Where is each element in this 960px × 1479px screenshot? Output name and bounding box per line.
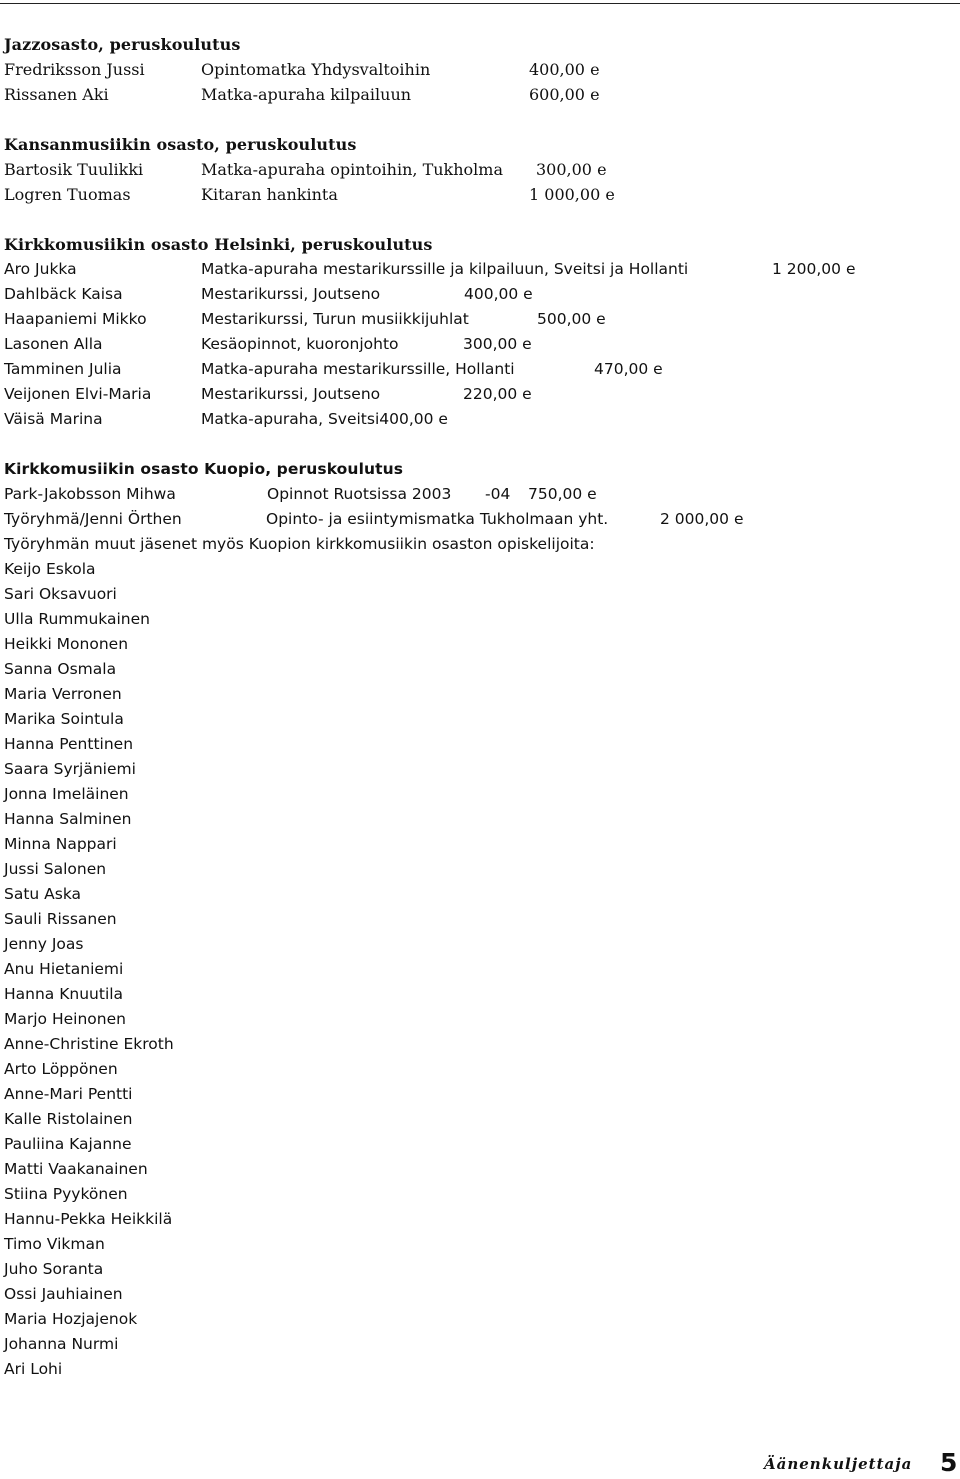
group-member: Marjo Heinonen bbox=[4, 1010, 126, 1028]
publication-name: Äänenkuljettaja bbox=[764, 1455, 913, 1473]
page-number: 5 bbox=[940, 1448, 958, 1477]
grant-purpose: Matka-apuraha mestarikurssille ja kilpailuun, Sveitsi ja Hollanti bbox=[201, 260, 689, 278]
group-member: Stiina Pyykönen bbox=[4, 1185, 128, 1203]
grant-amount: 1 200,00 e bbox=[772, 260, 856, 278]
grant-purpose: Matka-apuraha opintoihin, Tukholma bbox=[201, 160, 504, 179]
group-member: Hanna Knuutila bbox=[4, 985, 124, 1003]
group-member: Anu Hietaniemi bbox=[4, 960, 124, 978]
group-member: Heikki Mononen bbox=[4, 635, 129, 653]
recipient-name: Park-Jakobsson Mihwa bbox=[4, 485, 176, 503]
grant-amount: 500,00 e bbox=[537, 310, 606, 328]
recipient-name: Bartosik Tuulikki bbox=[4, 160, 144, 179]
grant-amount: 400,00 e bbox=[529, 60, 600, 79]
group-member: Jenny Joas bbox=[4, 935, 84, 953]
group-member: Anne-Mari Pentti bbox=[4, 1085, 133, 1103]
group-member: Hanna Salminen bbox=[4, 810, 132, 828]
grant-amount: 750,00 e bbox=[528, 485, 597, 503]
recipient-name: Logren Tuomas bbox=[4, 185, 131, 204]
grant-amount: 300,00 e bbox=[536, 160, 607, 179]
group-member: Sari Oksavuori bbox=[4, 585, 117, 603]
recipient-name: Aro Jukka bbox=[4, 260, 77, 278]
grant-purpose: Mestarikurssi, Joutseno bbox=[201, 285, 381, 303]
grant-amount: 400,00 e bbox=[379, 410, 448, 428]
recipient-name: Lasonen Alla bbox=[4, 335, 103, 353]
section-heading: Jazzosasto, peruskoulutus bbox=[4, 35, 241, 54]
grant-amount: 1 000,00 e bbox=[529, 185, 615, 204]
recipient-name: Veijonen Elvi-Maria bbox=[4, 385, 152, 403]
grant-purpose: Matka-apuraha kilpailuun bbox=[201, 85, 412, 104]
group-member: Ossi Jauhiainen bbox=[4, 1285, 123, 1303]
section-heading: Kirkkomusiikin osasto Helsinki, peruskoulutus bbox=[4, 235, 433, 254]
recipient-name: Rissanen Aki bbox=[4, 85, 109, 104]
recipient-name: Tamminen Julia bbox=[4, 360, 122, 378]
group-member: Saara Syrjäniemi bbox=[4, 760, 136, 778]
grant-purpose: Kesäopinnot, kuoronjohto bbox=[201, 335, 399, 353]
grant-amount: 600,00 e bbox=[529, 85, 600, 104]
group-member: Ulla Rummukainen bbox=[4, 610, 150, 628]
recipient-name: Fredriksson Jussi bbox=[4, 60, 145, 79]
group-member: Pauliina Kajanne bbox=[4, 1135, 132, 1153]
group-member: Matti Vaakanainen bbox=[4, 1160, 148, 1178]
group-member: Hannu-Pekka Heikkilä bbox=[4, 1210, 173, 1228]
group-member: Anne-Christine Ekroth bbox=[4, 1035, 174, 1053]
group-member: Satu Aska bbox=[4, 885, 82, 903]
group-member: Maria Hozjajenok bbox=[4, 1310, 138, 1328]
grant-purpose: Opinnot Ruotsissa 2003 bbox=[267, 485, 452, 503]
group-member: Arto Löppönen bbox=[4, 1060, 118, 1078]
group-member: Timo Vikman bbox=[4, 1235, 105, 1253]
recipient-name: Työryhmä/Jenni Örthen bbox=[4, 510, 182, 528]
group-member: Sauli Rissanen bbox=[4, 910, 117, 928]
grant-amount: 220,00 e bbox=[463, 385, 532, 403]
group-note: Työryhmän muut jäsenet myös Kuopion kirkkomusiikin osaston opiskelijoita: bbox=[4, 535, 595, 553]
grant-amount: 470,00 e bbox=[594, 360, 663, 378]
grant-purpose: Mestarikurssi, Turun musiikkijuhlat bbox=[201, 310, 469, 328]
section-heading: Kansanmusiikin osasto, peruskoulutus bbox=[4, 135, 357, 154]
recipient-name: Haapaniemi Mikko bbox=[4, 310, 147, 328]
top-rule bbox=[0, 3, 960, 4]
grant-amount: 300,00 e bbox=[463, 335, 532, 353]
group-member: Kalle Ristolainen bbox=[4, 1110, 133, 1128]
grant-purpose: Opinto- ja esiintymismatka Tukholmaan yht. bbox=[266, 510, 609, 528]
group-member: Marika Sointula bbox=[4, 710, 124, 728]
group-member: Minna Nappari bbox=[4, 835, 117, 853]
grant-purpose: Matka-apuraha, Sveitsi bbox=[201, 410, 380, 428]
group-member: Hanna Penttinen bbox=[4, 735, 134, 753]
group-member: Maria Verronen bbox=[4, 685, 122, 703]
recipient-name: Väisä Marina bbox=[4, 410, 103, 428]
group-member: Ari Lohi bbox=[4, 1360, 63, 1378]
group-member: Juho Soranta bbox=[4, 1260, 104, 1278]
group-member: Jonna Imeläinen bbox=[4, 785, 129, 803]
grant-purpose: Opintomatka Yhdysvaltoihin bbox=[201, 60, 431, 79]
group-member: Sanna Osmala bbox=[4, 660, 117, 678]
grant-purpose: Mestarikurssi, Joutseno bbox=[201, 385, 381, 403]
group-member: Johanna Nurmi bbox=[4, 1335, 119, 1353]
grant-amount: 400,00 e bbox=[464, 285, 533, 303]
grant-purpose: Matka-apuraha mestarikurssille, Hollanti bbox=[201, 360, 515, 378]
grant-purpose: Kitaran hankinta bbox=[201, 185, 338, 204]
group-member: Jussi Salonen bbox=[4, 860, 107, 878]
section-heading: Kirkkomusiikin osasto Kuopio, peruskoulutus bbox=[4, 460, 404, 478]
group-member: Keijo Eskola bbox=[4, 560, 96, 578]
grant-purpose-suffix: -04 bbox=[485, 485, 511, 503]
grant-amount: 2 000,00 e bbox=[660, 510, 744, 528]
recipient-name: Dahlbäck Kaisa bbox=[4, 285, 123, 303]
